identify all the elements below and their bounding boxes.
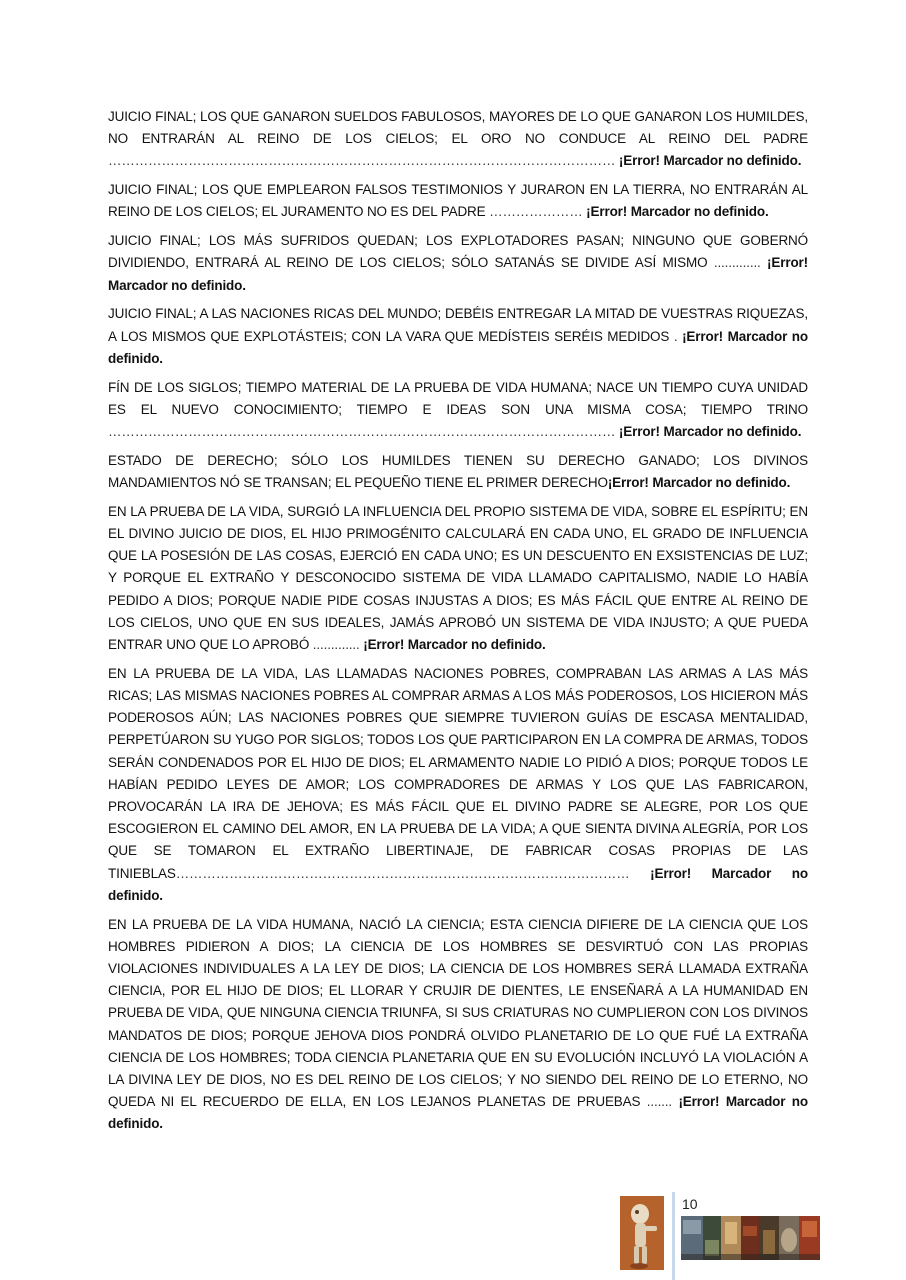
toc-entry-text: ESTADO DE DERECHO; SÓLO LOS HUMILDES TIENEN SU DERECHO GANADO; LOS DIVINOS MANDAMIENTOS NÓ SE TRANSAN; EL PEQUEÑO TIENE EL PRIMER DERECHO: [108, 452, 808, 491]
toc-page-reference: ¡Error! Marcador no definido.: [607, 475, 791, 491]
toc-entry-text: JUICIO FINAL; LOS MÁS SUFRIDOS QUEDAN; LOS EXPLOTADORES PASAN; NINGUNO QUE GOBERNÓ DIVIDIENDO, ENTRARÁ AL REINO DE LOS CIELOS; SÓLO SATANÁS SE DIVIDE ASÍ MISMO: [108, 233, 808, 271]
toc-dot-leader: …………………………………………………………………………………………: [175, 865, 630, 881]
toc-entry[interactable]: [108, 450, 808, 494]
toc-dot-leader: .............: [312, 637, 360, 653]
footer-divider: [672, 1192, 675, 1280]
toc-dot-leader: .: [673, 328, 678, 344]
toc-dot-leader: .......: [646, 1094, 672, 1110]
toc-entry-text: EN LA PRUEBA DE LA VIDA HUMANA, NACIÓ LA CIENCIA; ESTA CIENCIA DIFIERE DE LA CIENCIA QUE LOS HOMBRES PIDIERON A DIOS; LA CIENCIA DE LOS HOMBRES SE DESVIRTUÓ CON LAS PROPIAS VIOLACIONES INDIVIDUALES A LA LEY DE DIOS; LA CIENCIA DE LOS HOMBRES SERÁ LLAMADA EXTRAÑA CIENCIA, POR EL HIJO DE DIOS; EL LLORAR Y CRUJIR DE DIENTES, LE ENSEÑARÁ A LA HUMANIDAD EN PRUEBA DE VIDA, QUE NINGUNA CIENCIA TRIUNFA, SI SUS CRIATURAS NO CUMPLIERON CON LOS DIVINOS MANDATOS DE DIOS; PORQUE JEHOVA DIOS PONDRÁ OLVIDO PLANETARIO DE LO QUE FUÉ LA EXTRAÑA CIENCIA DE LOS HOMBRES; TODA CIENCIA PLANETARIA QUE EN SU EVOLUCIÓN INCLUYÓ LA VIOLACIÓN A LA DIVINA LEY DE DIOS, NO ES DEL REINO DE LOS CIELOS; Y NO SIENDO DEL REINO DE LO ETERNO, NO QUEDA NI EL RECUERDO DE ELLA, EN LOS LEJANOS PLANETAS DE PRUEBAS: [108, 916, 808, 1110]
toc-entry[interactable]: [108, 377, 808, 444]
toc-dot-leader: …………………: [489, 204, 583, 220]
toc-page-reference: ¡Error! Marcador no definido.: [618, 424, 802, 440]
toc-entry[interactable]: [108, 501, 808, 656]
page-number: 10: [682, 1196, 698, 1212]
table-of-contents: [108, 106, 808, 1142]
toc-entry-text: EN LA PRUEBA DE LA VIDA, LAS LLAMADAS NACIONES POBRES, COMPRABAN LAS ARMAS A LAS MÁS RICAS; LAS MISMAS NACIONES POBRES AL COMPRAR ARMAS A LOS MÁS PODEROSOS, LOS HICIERON MÁS PODEROSOS AÚN; LAS NACIONES POBRES QUE SIEMPRE TUVIERON GUÍAS DE ESCASA MENTALIDAD, PERPETÚARON SU YUGO POR SIGLOS; TODOS LOS QUE PARTICIPARON EN LA COMPRA DE ARMAS, TODOS SERÁN CONDENADOS POR EL HIJO DE DIOS; EL ARMAMENTO NADIE LO PIDIÓ A DIOS; PORQUE TODOS LE HABÍAN PEDIDO LEYES DE AMOR; LOS COMPRADORES DE ARMAS Y LOS QUE LAS FABRICARON, PROVOCARÁN LA IRA DE JEHOVA; ES MÁS FÁCIL QUE EL DIVINO PADRE SE ALEGRE, POR LOS QUE ESCOGIERON EL CAMINO DEL AMOR, EN LA PRUEBA DE LA VIDA; A QUE SIENTA DIVINA ALEGRÍA, POR LOS QUE SE TOMARON EL EXTRAÑO LIBERTINAJE, DE FABRICAR COSAS PROPIAS DE LAS TINIEBLAS: [108, 665, 808, 881]
toc-entry[interactable]: [108, 663, 808, 907]
toc-page-reference: ¡Error! Marcador no definido.: [108, 328, 808, 366]
toc-entry[interactable]: [108, 230, 808, 297]
toc-entry-text: EN LA PRUEBA DE LA VIDA, SURGIÓ LA INFLUENCIA DEL PROPIO SISTEMA DE VIDA, SOBRE EL ESPÍRITU; EN EL DIVINO JUICIO DE DIOS, EL HIJO PRIMOGÉNITO CALCULARÁ EN CADA UNO, EL GRADO DE INFLUENCIA QUE LA POSESIÓN DE LAS COSAS, EJERCIÓ EN CADA UNO; ES UN DESCUENTO EN EXSISTENCIAS DE LUZ; Y PORQUE EL EXTRAÑO Y DESCONOCIDO SISTEMA DE VIDA LLAMADO CAPITALISMO, NADIE LO HABÍA PEDIDO A DIOS; PORQUE NADIE PIDE COSAS INJUSTAS A DIOS; ES MÁS FÁCIL QUE ENTRE AL REINO DE LOS CIELOS, UNO QUE EN SUS IDEALES, JAMÁS APROBÓ UN SISTEMA DE VIDA INJUSTO; A QUE PUEDA ENTRAR UNO QUE LO APROBÓ: [108, 503, 808, 653]
toc-page-reference: ¡Error! Marcador no definido.: [586, 204, 769, 220]
figure-illustration-icon: [620, 1196, 664, 1270]
toc-page-reference: ¡Error! Marcador no definido.: [363, 637, 546, 653]
toc-dot-leader: ……………………………………………………………………………………………………: [108, 153, 616, 169]
toc-entry[interactable]: [108, 179, 808, 223]
page-footer: [620, 1192, 820, 1280]
toc-entry-text: JUICIO FINAL; LOS QUE GANARON SUELDOS FABULOSOS, MAYORES DE LO QUE GANARON LOS HUMILDES, NO ENTRARÁN AL REINO DE LOS CIELOS; EL ORO NO CONDUCE AL REINO DEL PADRE: [108, 109, 808, 147]
toc-page-reference: ¡Error! Marcador no definido.: [108, 865, 808, 903]
toc-entry-text: JUICIO FINAL; A LAS NACIONES RICAS DEL MUNDO; DEBÉIS ENTREGAR LA MITAD DE VUESTRAS RIQUEZAS, A LOS MISMOS QUE EXPLOTÁSTEIS; CON LA VARA QUE MEDÍSTEIS SERÉIS MEDIDOS: [108, 306, 808, 344]
toc-dot-leader: ……………………………………………………………………………………………………: [108, 424, 616, 440]
toc-page-reference: ¡Error! Marcador no definido.: [108, 1094, 809, 1132]
toc-entry[interactable]: [108, 303, 808, 370]
toc-entry[interactable]: [108, 914, 808, 1136]
toc-page-reference: ¡Error! Marcador no definido.: [108, 255, 808, 293]
toc-page-reference: ¡Error! Marcador no definido.: [618, 153, 802, 169]
photo-collage-icon: [681, 1216, 820, 1260]
toc-entry[interactable]: [108, 106, 808, 173]
toc-entry-text: JUICIO FINAL; LOS QUE EMPLEARON FALSOS TESTIMONIOS Y JURARON EN LA TIERRA, NO ENTRARÁN AL REINO DE LOS CIELOS; EL JURAMENTO NO ES DEL PADRE: [108, 182, 808, 220]
toc-dot-leader: .............: [713, 255, 761, 271]
toc-entry-text: FÍN DE LOS SIGLOS; TIEMPO MATERIAL DE LA PRUEBA DE VIDA HUMANA; NACE UN TIEMPO CUYA UNIDAD ES EL NUEVO CONOCIMIENTO; TIEMPO E IDEAS SON UNA MISMA COSA; TIEMPO TRINO: [108, 379, 808, 417]
